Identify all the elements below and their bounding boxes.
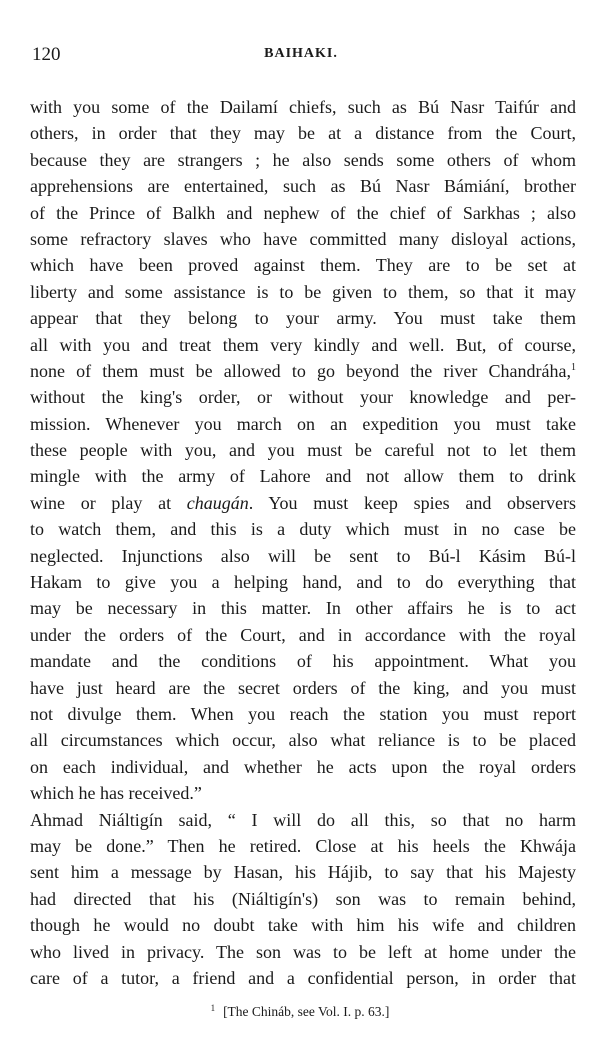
text-line: who lived in privacy. The son was to be left at home under the bbox=[30, 941, 576, 962]
footnote-text: [The Chináb, see Vol. I. p. 63.] bbox=[223, 1004, 390, 1019]
text-line-content: none of them must be allowed to go beyond the river Chandráha, bbox=[30, 360, 571, 381]
text-line: all circumstances which occur, also what reliance is to be placed bbox=[30, 730, 576, 751]
text-line: mingle with the army of Lahore and not allow them to drink bbox=[30, 466, 576, 487]
text-line-with-italic bbox=[30, 490, 576, 516]
text-line: liberty and some assistance is to be given to them, so that it may bbox=[30, 281, 576, 302]
text-line-paragraph-start: Ahmad Niáltigín said, “ I will do all this, so that no harm bbox=[30, 809, 576, 830]
page-number: 120 bbox=[32, 44, 61, 65]
text-line: to watch them, and this is a duty which must in no case be bbox=[30, 519, 576, 540]
text-line: of the Prince of Balkh and nephew of the chief of Sarkhas ; also bbox=[30, 202, 576, 223]
text-line: on each individual, and whether he acts upon the royal orders bbox=[30, 756, 576, 777]
text-line: appear that they belong to your army. You must take them bbox=[30, 308, 576, 329]
text-line: care of a tutor, a friend and a confidential person, in order that bbox=[30, 967, 576, 988]
text-line: may be necessary in this matter. In other affairs he is to act bbox=[30, 598, 576, 619]
text-line: because they are strangers ; he also sends some others of whom bbox=[30, 149, 576, 170]
text-line: not divulge them. When you reach the station you must report bbox=[30, 703, 576, 724]
text-line: had directed that his (Niáltigín's) son was to remain behind, bbox=[30, 888, 576, 909]
text-line: mission. Whenever you march on an expedition you must take bbox=[30, 413, 576, 434]
text-line: sent him a message by Hasan, his Hájib, to say that his Majesty bbox=[30, 862, 576, 883]
running-head: BAIHAKI. bbox=[264, 46, 338, 61]
text-line: others, in order that they may be at a distance from the Court, bbox=[30, 123, 576, 144]
text-line: neglected. Injunctions also will be sent to Bú-l Kásim Bú-l bbox=[30, 545, 576, 566]
text-line-with-footnote-ref bbox=[30, 358, 576, 384]
text-line-start: wine or play at bbox=[30, 492, 187, 513]
text-line: these people with you, and you must be careful not to let them bbox=[30, 440, 576, 461]
text-line: Hakam to give you a helping hand, and to do everything that bbox=[30, 572, 576, 593]
text-line: may be done.” Then he retired. Close at his heels the Khwája bbox=[30, 835, 576, 856]
text-line: under the orders of the Court, and in accordance with the royal bbox=[30, 624, 576, 645]
text-line: which have been proved against them. They are to be set at bbox=[30, 255, 576, 276]
footnote-reference: 1 bbox=[571, 361, 576, 373]
text-line: without the king's order, or without your knowledge and per- bbox=[30, 387, 576, 408]
text-line: apprehensions are entertained, such as Bú Nasr Bámiání, brother bbox=[30, 176, 576, 197]
italic-word-chaugan: chaugán bbox=[186, 492, 249, 513]
footnote-marker: 1 bbox=[210, 1002, 216, 1013]
text-line: some refractory slaves who have committed many disloyal actions, bbox=[30, 228, 576, 249]
text-line: mandate and the conditions of his appointment. What you bbox=[30, 651, 576, 672]
footnote bbox=[0, 1004, 600, 1020]
text-line: all with you and treat them very kindly and well. But, of course, bbox=[30, 334, 576, 355]
text-line-paragraph-end: which he has received.” bbox=[30, 783, 202, 804]
text-line: though he would no doubt take with him his wife and children bbox=[30, 915, 576, 936]
page-header bbox=[32, 44, 570, 68]
body-text bbox=[30, 94, 576, 991]
text-line-end: . You must keep spies and observers bbox=[248, 492, 577, 513]
text-line: have just heard are the secret orders of the king, and you must bbox=[30, 677, 576, 698]
text-line: with you some of the Dailamí chiefs, such as Bú Nasr Taifúr and bbox=[30, 97, 576, 117]
